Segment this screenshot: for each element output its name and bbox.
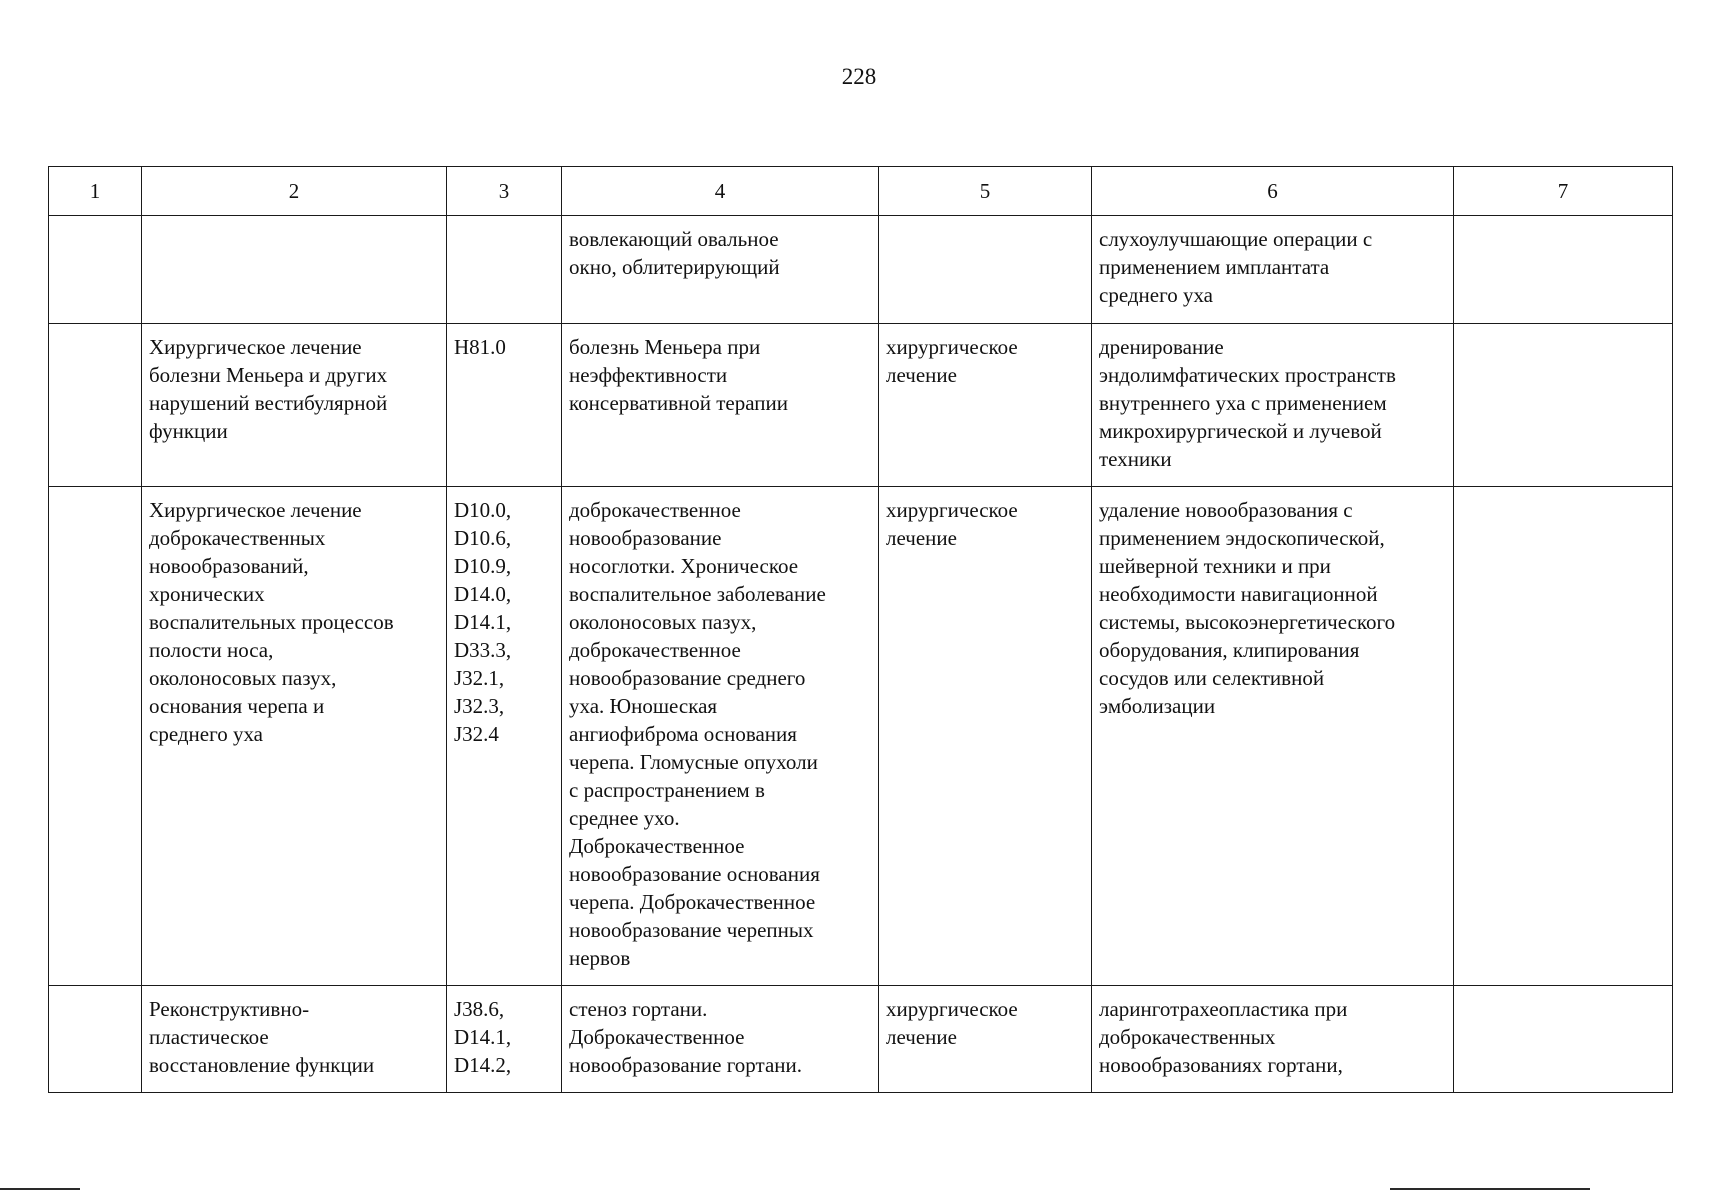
treatment-type-cell: Реконструктивно- пластическое восстановление функции (142, 986, 447, 1093)
treatment-kind-cell: хирургическое лечение (879, 986, 1092, 1093)
treatment-method-cell: дренирование эндолимфатических пространств внутреннего уха с применением микрохирургической и лучевой техники (1092, 324, 1454, 487)
row-number-cell (49, 986, 142, 1093)
treatment-type-cell: Хирургическое лечение доброкачественных новообразований, хронических воспалительных процессов полости носа, околоносовых пазух, основания черепа и среднего уха (142, 487, 447, 986)
table-row (49, 487, 1673, 986)
column-number-7: 7 (1454, 167, 1673, 216)
scan-edge-line (1390, 1188, 1590, 1190)
medical-services-table (48, 166, 1673, 1093)
treatment-type-cell (142, 216, 447, 324)
icd-codes-cell: J38.6, D14.1, D14.2, (447, 986, 562, 1093)
row-number-cell (49, 216, 142, 324)
column-number-5: 5 (879, 167, 1092, 216)
column-number-3: 3 (447, 167, 562, 216)
table-header-row (49, 167, 1673, 216)
column-number-4: 4 (562, 167, 879, 216)
diagnosis-cell: болезнь Меньера при неэффективности консервативной терапии (562, 324, 879, 487)
column-number-6: 6 (1092, 167, 1454, 216)
extra-cell (1454, 216, 1673, 324)
treatment-method-cell: ларинготрахеопластика при доброкачественных новообразованиях гортани, (1092, 986, 1454, 1093)
treatment-kind-cell (879, 216, 1092, 324)
icd-codes-cell (447, 216, 562, 324)
page-number: 228 (841, 64, 877, 89)
extra-cell (1454, 986, 1673, 1093)
row-number-cell (49, 487, 142, 986)
icd-codes-cell: D10.0, D10.6, D10.9, D14.0, D14.1, D33.3, J32.1, J32.3, J32.4 (447, 487, 562, 986)
diagnosis-cell: стеноз гортани. Доброкачественное новообразование гортани. (562, 986, 879, 1093)
treatment-method-cell: удаление новообразования с применением эндоскопической, шейверной техники и при необходимости навигационной системы, высокоэнергетического оборудования, клипирования сосудов или селективной эмболизации (1092, 487, 1454, 986)
scan-edge-line (0, 1188, 80, 1190)
treatment-kind-cell: хирургическое лечение (879, 324, 1092, 487)
table-row (49, 324, 1673, 487)
column-number-1: 1 (49, 167, 142, 216)
extra-cell (1454, 324, 1673, 487)
diagnosis-cell: вовлекающий овальное окно, облитерирующий (562, 216, 879, 324)
treatment-method-cell: слухоулучшающие операции с применением имплантата среднего уха (1092, 216, 1454, 324)
table-row (49, 986, 1673, 1093)
table-row (49, 216, 1673, 324)
icd-codes-cell: H81.0 (447, 324, 562, 487)
row-number-cell (49, 324, 142, 487)
extra-cell (1454, 487, 1673, 986)
diagnosis-cell: доброкачественное новообразование носоглотки. Хроническое воспалительное заболевание околоносовых пазух, доброкачественное новообразование среднего уха. Юношеская ангиофиброма основания черепа. Гломусные опухоли с распространением в среднее ухо. Доброкачественное новообразование основания черепа. Доброкачественное новообразование черепных нервов (562, 487, 879, 986)
column-number-2: 2 (142, 167, 447, 216)
treatment-kind-cell: хирургическое лечение (879, 487, 1092, 986)
treatment-type-cell: Хирургическое лечение болезни Меньера и других нарушений вестибулярной функции (142, 324, 447, 487)
